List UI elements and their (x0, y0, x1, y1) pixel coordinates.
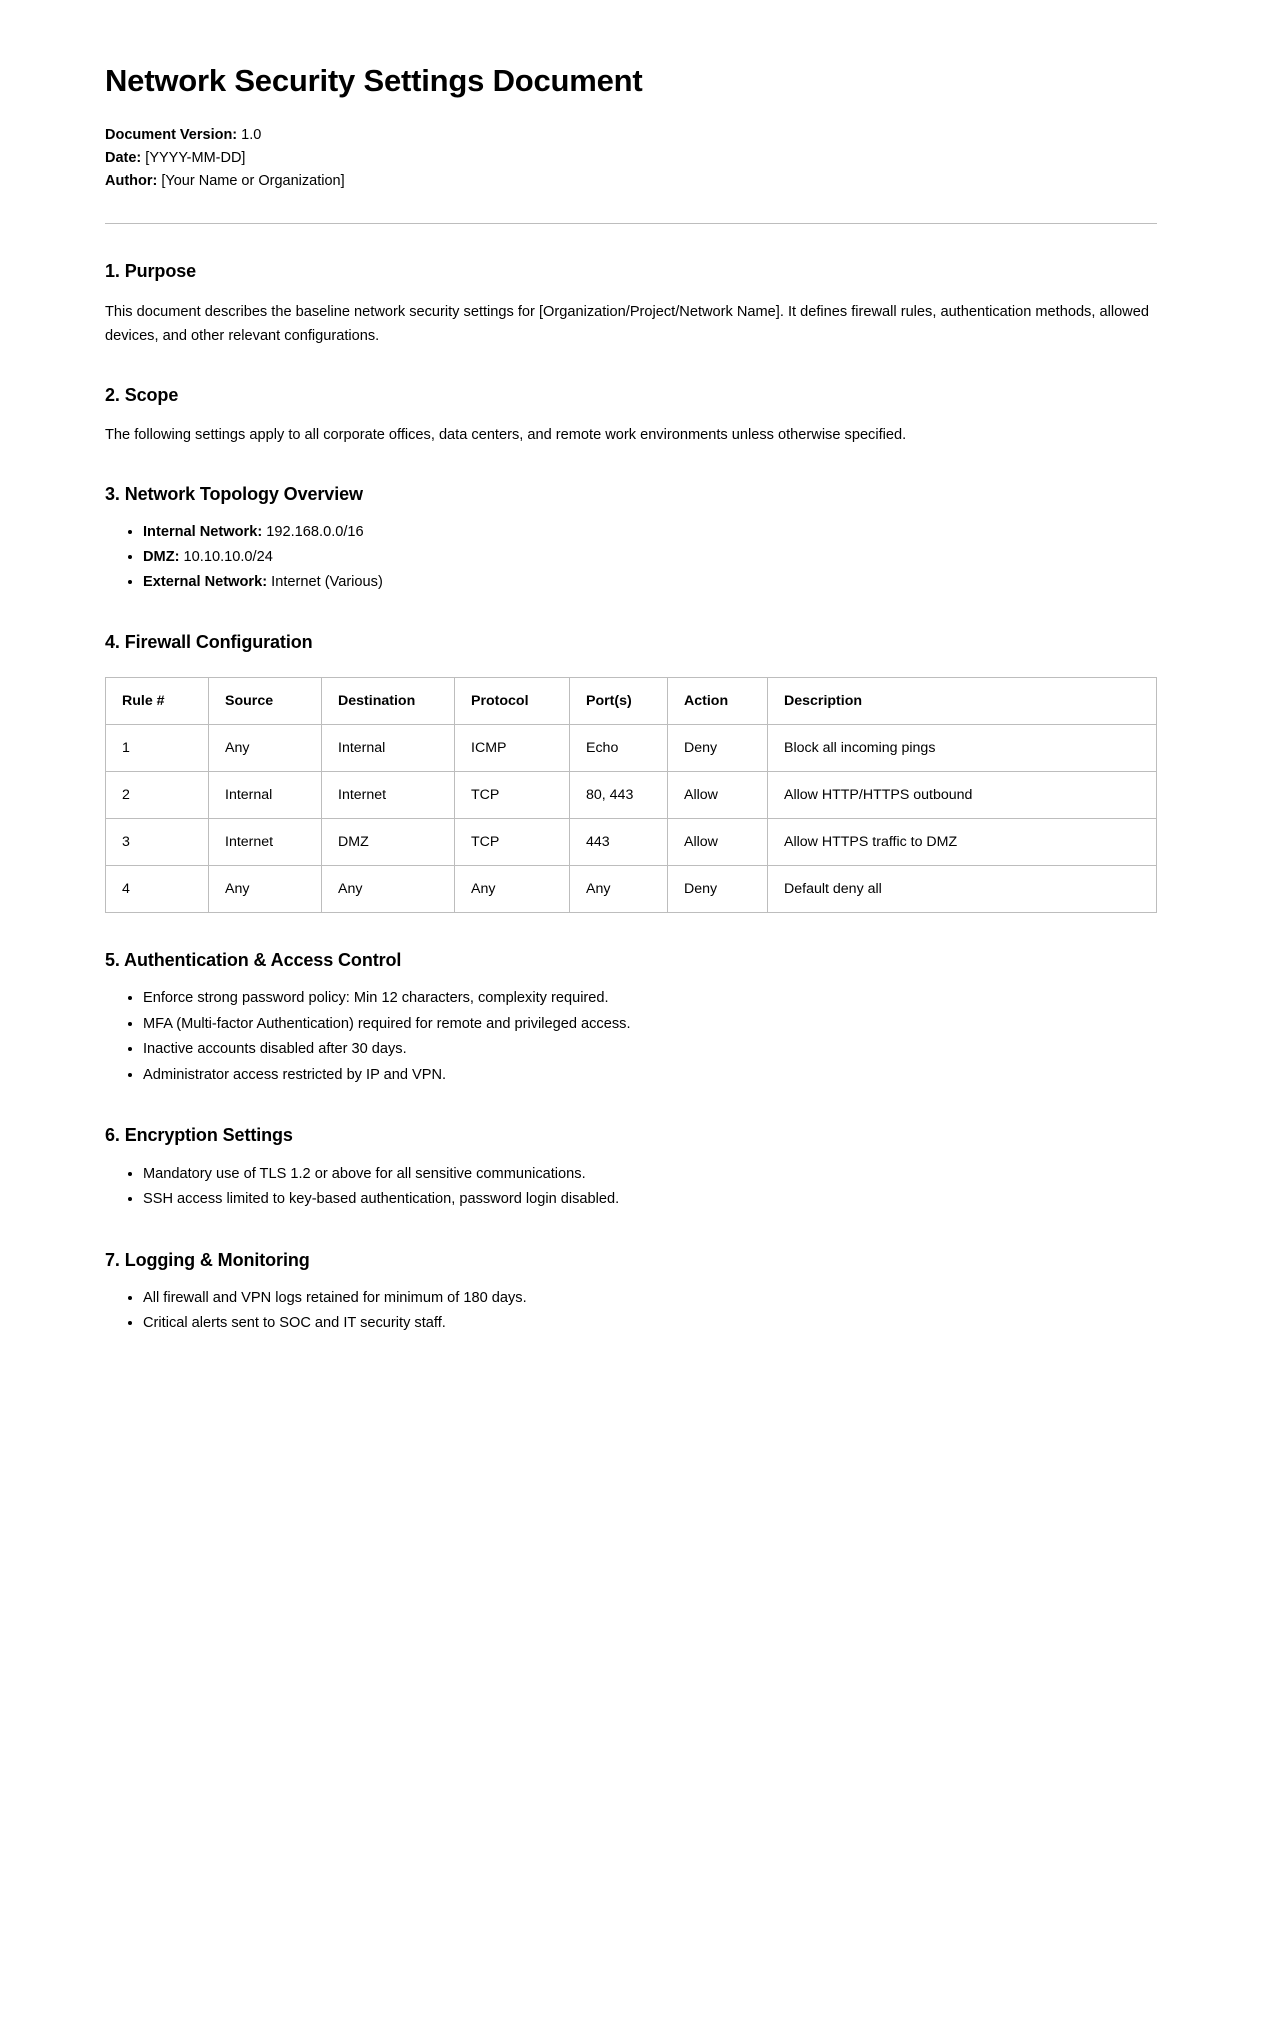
cell-ports: 443 (570, 818, 668, 865)
list-item (143, 570, 1157, 595)
cell-action: Deny (668, 865, 768, 912)
cell-description: Allow HTTP/HTTPS outbound (768, 771, 1157, 818)
column-header-description: Description (768, 677, 1157, 724)
list-item: • Administrator access restricted by IP and VPN. (143, 1063, 1157, 1089)
cell-rule: 1 (106, 724, 209, 771)
cell-source: Internet (209, 818, 322, 865)
cell-ports: Any (570, 865, 668, 912)
column-header-source: Source (209, 677, 322, 724)
section-heading-topology: 3. Network Topology Overview (105, 483, 363, 504)
cell-protocol: TCP (455, 818, 570, 865)
document-content (105, 0, 1157, 1332)
cell-rule: 2 (106, 771, 209, 818)
document-metadata (105, 124, 1157, 193)
list-item: • Mandatory use of TLS 1.2 or above for all sensitive communications. (143, 1162, 1157, 1188)
encryption-list (105, 1148, 1157, 1213)
list-item: • All firewall and VPN logs retained for minimum of 180 days. (143, 1286, 1157, 1312)
list-item: • SSH access limited to key-based authentication, password login disabled. (143, 1187, 1157, 1213)
logging-list (105, 1272, 1157, 1337)
cell-source: Any (209, 865, 322, 912)
cell-destination: DMZ (322, 818, 455, 865)
metadata-version-value: 1.0 (241, 127, 262, 144)
list-item: • Inactive accounts disabled after 30 days. (143, 1037, 1157, 1063)
cell-destination: Internal (322, 724, 455, 771)
cell-protocol: TCP (455, 771, 570, 818)
metadata-version-label: Document Version: (105, 127, 238, 144)
topology-item-value: 192.168.0.0/16 (266, 524, 364, 541)
column-header-action: Action (668, 677, 768, 724)
cell-source: Any (209, 724, 322, 771)
section-heading-firewall: 4. Firewall Configuration (105, 632, 313, 653)
table-row (106, 865, 1157, 912)
cell-source: Internal (209, 771, 322, 818)
metadata-date-label: Date: (105, 150, 142, 167)
cell-destination: Any (322, 865, 455, 912)
topology-list (105, 506, 1157, 595)
table-row (106, 818, 1157, 865)
table-row (106, 771, 1157, 818)
cell-ports: 80, 443 (570, 771, 668, 818)
metadata-date-value: [YYYY-MM-DD] (145, 150, 246, 167)
cell-action: Allow (668, 818, 768, 865)
cell-rule: 3 (106, 818, 209, 865)
table-header-row (106, 677, 1157, 724)
topology-item-value: 10.10.10.0/24 (183, 549, 273, 566)
authentication-list (105, 972, 1157, 1088)
table-row (106, 724, 1157, 771)
topology-item-label: External Network: (143, 574, 268, 591)
page-title: Network Security Settings Document (105, 63, 643, 98)
metadata-author-row (105, 170, 1157, 193)
cell-action: Deny (668, 724, 768, 771)
cell-rule: 4 (106, 865, 209, 912)
cell-protocol: Any (455, 865, 570, 912)
list-item (143, 545, 1157, 570)
list-item: • Enforce strong password policy: Min 12 characters, complexity required. (143, 986, 1157, 1012)
topology-item-label: Internal Network: (143, 524, 263, 541)
metadata-version-row (105, 124, 1157, 147)
section-heading-authentication: 5. Authentication & Access Control (105, 949, 402, 970)
section-heading-purpose: 1. Purpose (105, 261, 197, 282)
section-heading-logging: 7. Logging & Monitoring (105, 1249, 310, 1270)
metadata-author-value: [Your Name or Organization] (161, 173, 345, 190)
section-heading-encryption: 6. Encryption Settings (105, 1125, 293, 1146)
cell-description: Default deny all (768, 865, 1157, 912)
firewall-configuration-table (105, 677, 1157, 913)
topology-item-label: DMZ: (143, 549, 180, 566)
list-item (143, 520, 1157, 545)
cell-description: Block all incoming pings (768, 724, 1157, 771)
section-text-purpose: This document describes the baseline network security settings for [Organization/Project/Network Name]. It defines firewall rules, authentication methods, allowed devices, and other relevant configurations. (105, 303, 1149, 344)
column-header-rule: Rule # (106, 677, 209, 724)
cell-action: Allow (668, 771, 768, 818)
section-text-scope: The following settings apply to all corporate offices, data centers, and remote work environments unless otherwise specified. (105, 426, 907, 443)
column-header-destination: Destination (322, 677, 455, 724)
list-item: • MFA (Multi-factor Authentication) required for remote and privileged access. (143, 1012, 1157, 1038)
metadata-author-label: Author: (105, 173, 158, 190)
metadata-date-row (105, 147, 1157, 170)
list-item: • Critical alerts sent to SOC and IT security staff. (143, 1311, 1157, 1337)
column-header-protocol: Protocol (455, 677, 570, 724)
cell-ports: Echo (570, 724, 668, 771)
topology-item-value: Internet (Various) (271, 574, 383, 591)
cell-destination: Internet (322, 771, 455, 818)
cell-protocol: ICMP (455, 724, 570, 771)
cell-description: Allow HTTPS traffic to DMZ (768, 818, 1157, 865)
section-heading-scope: 2. Scope (105, 384, 179, 405)
column-header-ports: Port(s) (570, 677, 668, 724)
